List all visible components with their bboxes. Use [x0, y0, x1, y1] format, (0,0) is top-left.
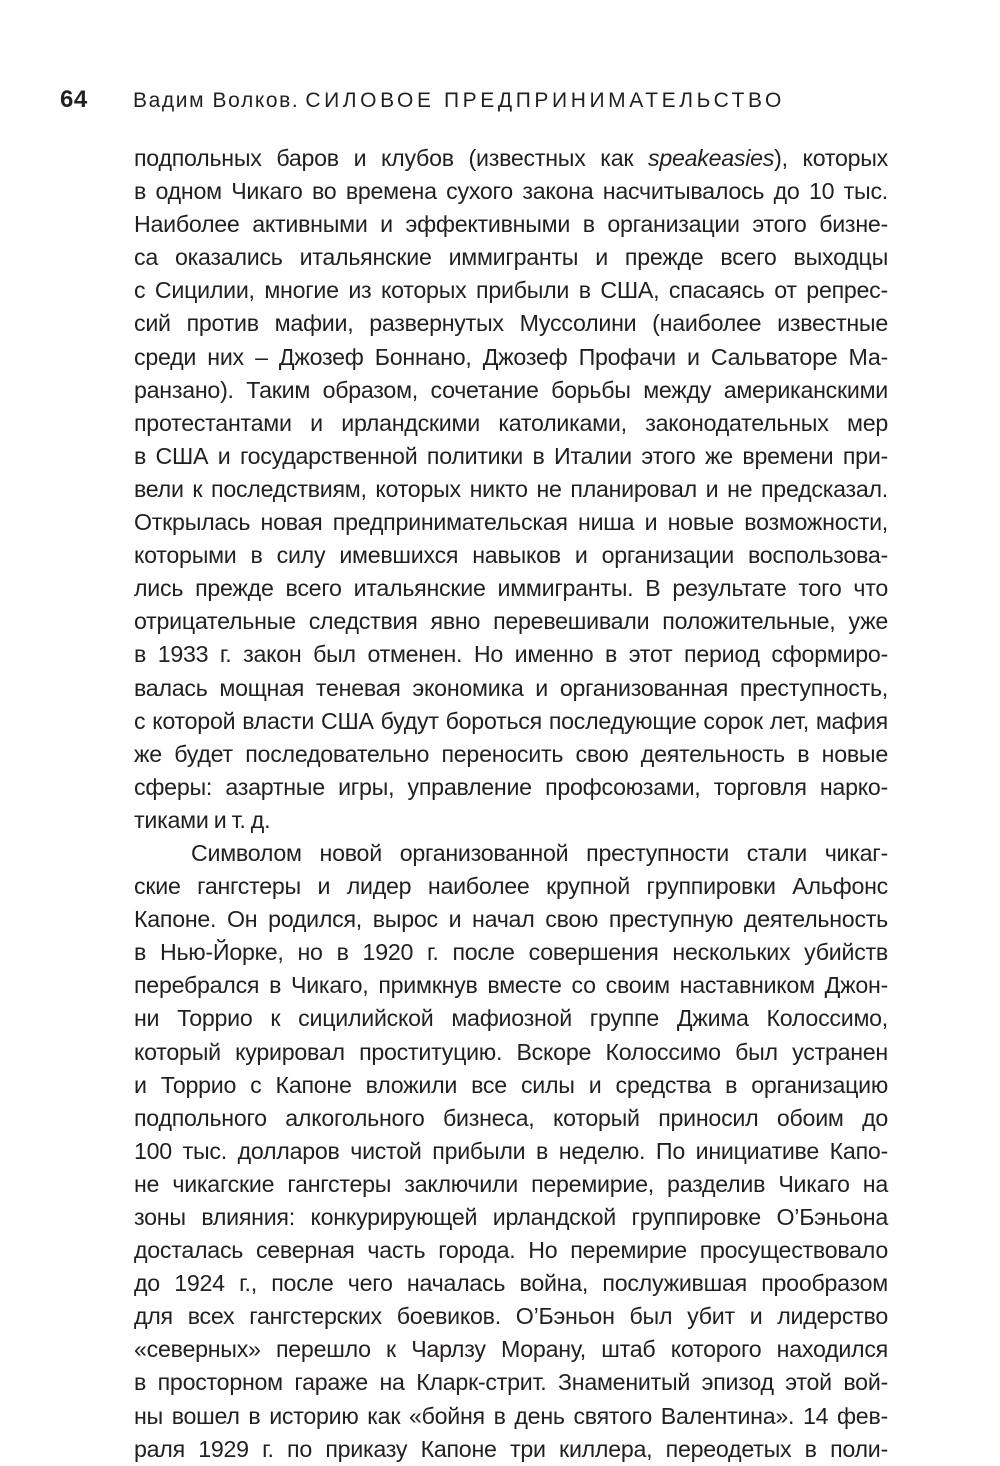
text-line: в одном Чикаго во времена сухого закона насчитывалось до 10 тыс.: [134, 178, 888, 205]
text-line: с Сицилии, многие из которых прибыли в США, спасаясь от репрес-: [134, 277, 888, 304]
italic-term: speakeasies: [647, 145, 775, 171]
text-line: с которой власти США будут бороться последующие сорок лет, мафия: [134, 707, 888, 734]
text-line: не чикагские гангстеры заключили перемирие, разделив Чикаго на: [134, 1170, 888, 1197]
text-line: досталась северная часть города. Но перемирие просуществовало: [134, 1237, 888, 1264]
text-line: в Нью-Йорке, но в 1920 г. после совершения нескольких убийств: [134, 939, 888, 966]
text-line: протестантами и ирландскими католиками, законодательных мер: [134, 409, 888, 436]
text-line: раля 1929 г. по приказу Капоне три киллера, переодетых в поли-: [134, 1435, 888, 1462]
text-line: ни Торрио к сицилийской мафиозной группе Джима Колоссимо,: [134, 1005, 888, 1032]
text-line: который курировал проституцию. Вскоре Колоссимо был устранен: [134, 1038, 888, 1065]
text-line: са оказались итальянские иммигранты и прежде всего выходцы: [134, 244, 888, 271]
text-line: ны вошел в историю как «бойня в день святого Валентина». 14 фев-: [134, 1402, 888, 1429]
text-line: и Торрио с Капоне вложили все силы и средства в организацию: [134, 1071, 888, 1098]
text-line: до 1924 г., после чего началась война, послужившая прообразом: [134, 1270, 888, 1297]
header-author: Вадим Волков.: [133, 89, 300, 112]
text-line: в 1933 г. закон был отменен. Но именно в этот период сформиро-: [134, 641, 888, 668]
text-line: сферы: азартные игры, управление профсоюзами, торговля нарко-: [134, 773, 888, 800]
text-line: отрицательные следствия явно перевешивали положительные, уже: [134, 608, 888, 635]
text-line: 100 тыс. долларов чистой прибыли в неделю. По инициативе Капо-: [134, 1137, 888, 1164]
text-line: среди них – Джозеф Боннано, Джозеф Профачи и Сальваторе Ма-: [134, 343, 888, 370]
text-line: Наиболее активными и эффективными в организации этого бизне-: [134, 211, 888, 238]
text-line: в просторном гараже на Кларк-стрит. Знаменитый эпизод этой вой-: [134, 1369, 888, 1396]
text-line: ские гангстеры и лидер наиболее крупной группировки Альфонс: [134, 873, 888, 900]
text-line: сий против мафии, развернутых Муссолини (наиболее известные: [134, 310, 888, 337]
text-line: перебрался в Чикаго, примкнув вместе со своим наставником Джон-: [134, 972, 888, 999]
text-line: в США и государственной политики в Италии этого же времени при-: [134, 442, 888, 469]
text-line: Открылась новая предпринимательская ниша и новые возможности,: [134, 509, 888, 536]
text-line: «северных» перешло к Чарлзу Морану, штаб которого находился: [134, 1336, 888, 1363]
text-line: же будет последовательно переносить свою деятельность в новые: [134, 740, 888, 767]
running-header: [60, 86, 1000, 122]
text-line: лись прежде всего итальянские иммигранты. В результате того что: [134, 575, 888, 602]
page-number: 64: [60, 86, 88, 113]
text-line: подпольного алкогольного бизнеса, который приносил обоим до: [134, 1104, 888, 1131]
body-text: [134, 142, 888, 1466]
header-book-title: СИЛОВОЕ ПРЕДПРИНИМАТЕЛЬСТВО: [305, 89, 785, 112]
text-line: ранзано). Таким образом, сочетание борьбы между американскими: [134, 376, 888, 403]
text-line: валась мощная теневая экономика и организованная преступность,: [134, 674, 888, 701]
paragraph-start-line: Символом новой организованной преступности стали чикаг-: [191, 839, 888, 866]
paragraph-end-line: тиками и т. д.: [134, 806, 271, 833]
text-line: вели к последствиям, которых никто не планировал и не предсказал.: [134, 475, 888, 502]
text-line: для всех гангстерских боевиков. О’Бэньон был убит и лидерство: [134, 1303, 888, 1330]
text-line: Капоне. Он родился, вырос и начал свою преступную деятельность: [134, 906, 888, 933]
text-line: которыми в силу имевшихся навыков и организации воспользова-: [134, 542, 888, 569]
text-line: зоны влияния: конкурирующей ирландской группировке О’Бэньона: [134, 1204, 888, 1230]
text-line: подпольных баров и клубов (известных как speakeasies), которых: [134, 145, 888, 171]
